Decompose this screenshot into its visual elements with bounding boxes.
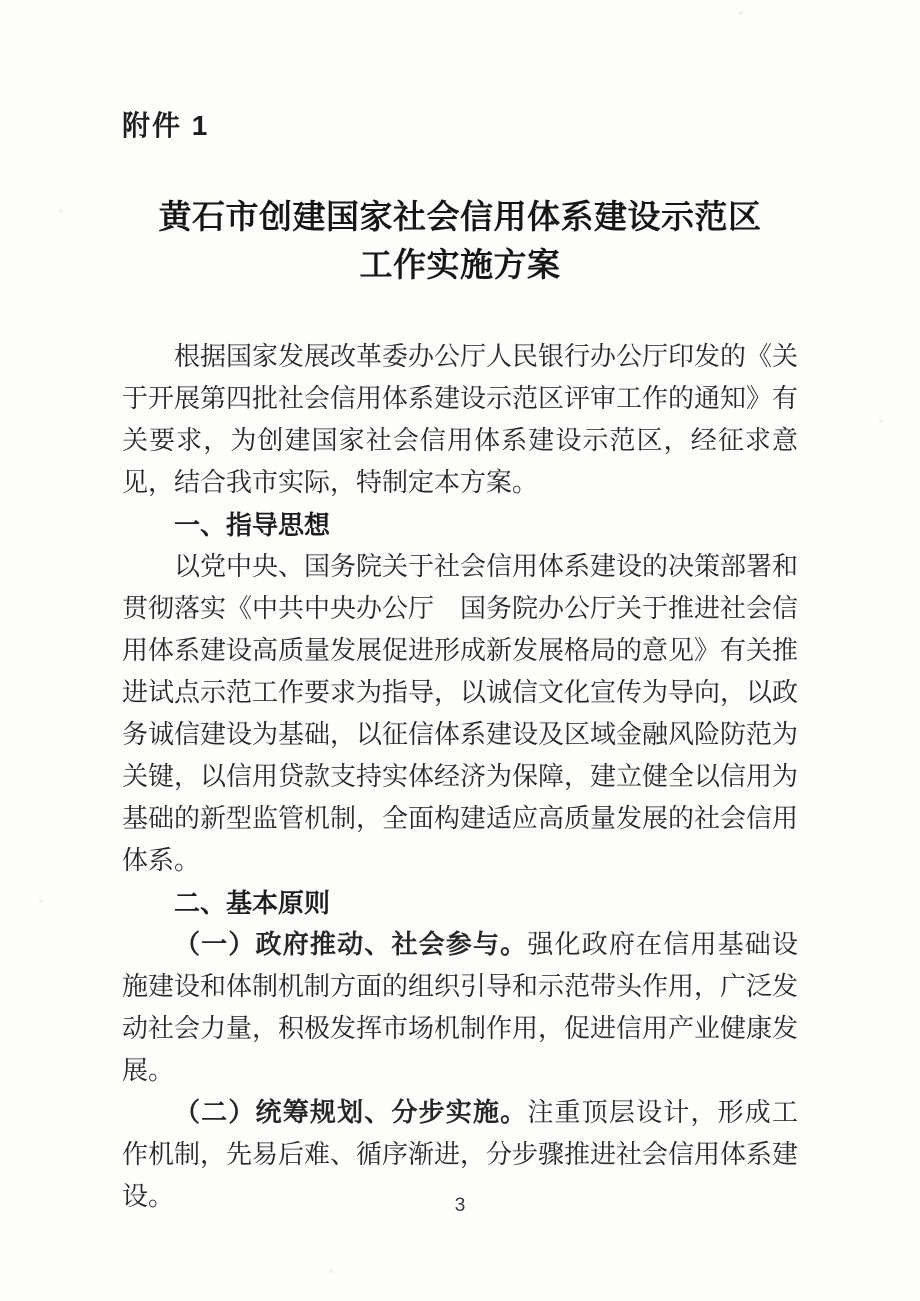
paragraph-intro-text: 根据国家发展改革委办公厅人民银行办公厅印发的《关于开展第四批社会信用体系建设示范区评审工作的通知》有关要求，为创建国家社会信用体系建设示范区，经征求意见，结合我市实际，特制定本方案。 <box>122 342 799 497</box>
paragraph-principle-2-lead: （二）统筹规划、分步实施。 <box>174 1098 528 1127</box>
document-title-line1: 黄石市创建国家社会信用体系建设示范区 <box>158 200 762 236</box>
paragraph-principle-1-lead: （一）政府推动、社会参与。 <box>174 930 528 959</box>
document-title <box>122 194 798 290</box>
paragraph-guiding-ideology-text: 以党中央、国务院关于社会信用体系建设的决策部署和贯彻落实《中共中央办公厅 国务院办公厅关于推进社会信用体系建设高质量发展促进形成新发展格局的意见》有关推进试点示范工作要求为指导，以诚信文化宣传为导向，以政务诚信建设为基础，以征信体系建设及区域金融风险防范为关键，以信用贷款支持实体经济为保障，建立健全以信用为基础的新型监管机制，全面构建适应高质量发展的社会信用体系。 <box>122 552 799 875</box>
paragraph-principle-2-text: 注重顶层设计，形成工作机制，先易后难、循序渐进，分步骤推进社会信用体系建设。 <box>122 1098 799 1211</box>
document-body <box>122 336 798 1218</box>
paragraph-principle-1 <box>122 924 798 1092</box>
paragraph-intro <box>122 336 798 504</box>
paragraph-principle-1-text: 强化政府在信用基础设施建设和体制机制方面的组织引导和示范带头作用，广泛发动社会力量，积极发挥市场机制作用，促进信用产业健康发展。 <box>122 930 799 1085</box>
paragraph-guiding-ideology <box>122 546 798 882</box>
section-heading-basic-principles: 二、基本原则 <box>174 888 331 918</box>
section-heading-guiding-ideology: 一、指导思想 <box>174 510 331 540</box>
page-number: 3 <box>454 1195 466 1216</box>
attachment-label: 附件 1 <box>122 110 210 141</box>
document-title-line2: 工作实施方案 <box>359 248 561 284</box>
